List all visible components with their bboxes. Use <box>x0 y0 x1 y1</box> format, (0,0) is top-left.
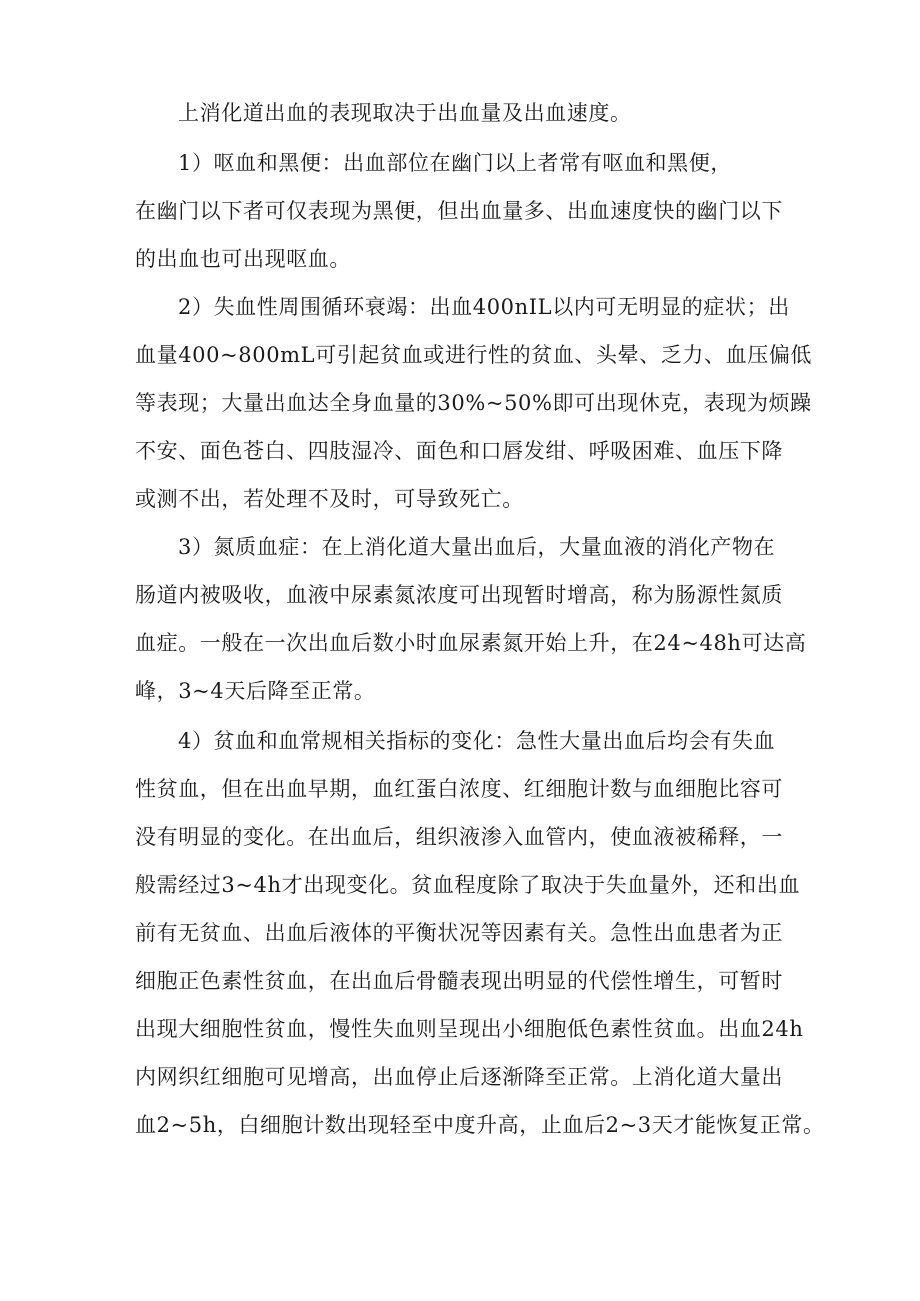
section-4-line-6: 细胞正色素性贫血，在出血后骨髓表现出明显的代偿性增生，可暂时 <box>135 969 783 993</box>
section-2-line-3: 等表现；大量出血达全身血量的30%~50%即可出现休克，表现为烦躁 <box>135 391 812 415</box>
section-2-line-5: 或测不出，若处理不及时，可导致死亡。 <box>135 487 524 511</box>
section-4-line-3: 没有明显的变化。在出血后，组织液渗入血管内，使血液被稀释，一 <box>135 825 783 849</box>
section-1-line-3: 的出血也可出现呕血。 <box>135 247 351 271</box>
section-4-line-1: 4）贫血和血常规相关指标的变化：急性大量出血后均会有失血 <box>178 729 776 753</box>
section-3-line-3: 血症。一般在一次出血后数小时血尿素氮开始上升，在24~48h可达高 <box>135 631 807 655</box>
section-4-line-2: 性贫血，但在出血早期，血红蛋白浓度、红细胞计数与血细胞比容可 <box>135 777 783 801</box>
section-4-line-4: 般需经过3~4h才出现变化。贫血程度除了取决于失血量外，还和出血 <box>135 873 801 897</box>
section-1-line-1: 1）呕血和黑便：出血部位在幽门以上者常有呕血和黑便， <box>178 151 732 175</box>
section-2-line-4: 不安、面色苍白、四肢湿冷、面色和口唇发绀、呼吸困难、血压下降 <box>135 439 783 463</box>
section-3-line-2: 肠道内被吸收，血液中尿素氮浓度可出现暂时增高，称为肠源性氮质 <box>135 583 783 607</box>
section-1-line-2: 在幽门以下者可仅表现为黑便，但出血量多、出血速度快的幽门以下 <box>135 199 783 223</box>
intro-paragraph: 上消化道出血的表现取决于出血量及出血速度。 <box>178 101 632 125</box>
section-3-line-4: 峰，3~4天后降至正常。 <box>135 679 376 703</box>
section-4-line-5: 前有无贫血、出血后液体的平衡状况等因素有关。急性出血患者为正 <box>135 921 783 945</box>
section-2-line-1: 2）失血性周围循环衰竭：出血400nIL以内可无明显的症状；出 <box>178 295 790 319</box>
section-4-line-7: 出现大细胞性贫血，慢性失血则呈现出小细胞低色素性贫血。出血24h <box>135 1017 804 1041</box>
section-3-line-1: 3）氮质血症：在上消化道大量出血后，大量血液的消化产物在 <box>178 535 776 559</box>
section-2-line-2: 血量400~800mL可引起贫血或进行性的贫血、头晕、乏力、血压偏低 <box>135 343 813 367</box>
section-4-line-9: 血2~5h，白细胞计数出现轻至中度升高，止血后2~3天才能恢复正常。 <box>135 1113 825 1137</box>
section-4-line-8: 内网织红细胞可见增高，出血停止后逐渐降至正常。上消化道大量出 <box>135 1065 783 1089</box>
